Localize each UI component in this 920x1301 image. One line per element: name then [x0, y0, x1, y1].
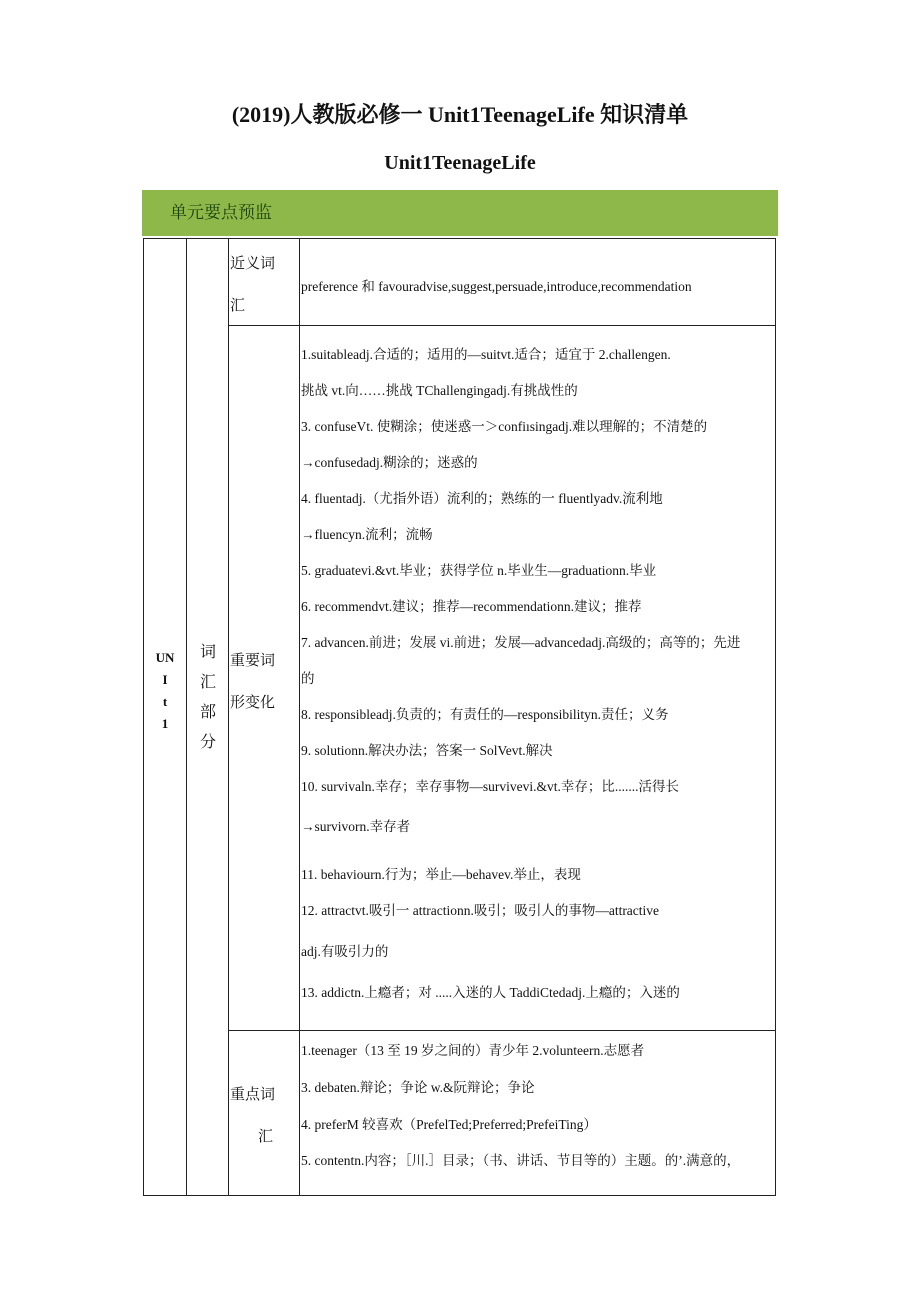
list-item: 10. survivaln.幸存；幸存事物—survivevi.&vt.幸存；比.......活得长	[301, 779, 679, 794]
list-item: 4. preferM 较喜欢（PrefelTed;Preferred;PrefeiTing）	[301, 1117, 597, 1132]
row-divider	[228, 1030, 775, 1031]
section-part-label: 词 汇 部 分	[199, 642, 216, 751]
synonyms-content: preference 和 favouradvise,suggest,persuade,introduce,recommendation	[301, 279, 692, 294]
unit-label: UN I t 1	[155, 650, 175, 731]
list-item: 11. behaviourn.行为；举止—behavev.举止，表现	[301, 867, 581, 882]
section-banner: 单元要点预监	[142, 190, 778, 236]
list-item: 8. responsibleadj.负责的；有责任的—responsibilityn.责任；义务	[301, 707, 669, 722]
list-item: 13. addictn.上瘾者；对 .....入迷的人 TaddiCtedadj.上瘾的；入迷的	[301, 985, 680, 1000]
vocabulary-table	[143, 238, 776, 1196]
list-item: 1.suitableadj.合适的；适用的—suitvt.适合；适宜于 2.challengen.	[301, 347, 671, 362]
category-key-vocabulary: 重点词 汇	[230, 1085, 276, 1145]
list-item: →confusedadj.糊涂的；迷惑的	[301, 455, 478, 470]
list-item: 9. solutionn.解决办法；答案一 SolVevt.解决	[301, 743, 553, 758]
row-divider	[228, 325, 775, 326]
list-item: 3. confuseVt. 使糊涂；使迷惑一＞confiısingadj.难以理解的；不清楚的	[301, 419, 708, 434]
list-item: →survivorn.幸存者	[301, 819, 411, 834]
list-item: 5. graduatevi.&vt.毕业；获得学位 n.毕业生—graduationn.毕业	[301, 563, 657, 578]
word-forms-content	[301, 337, 773, 1011]
list-item: 5. contentn.内容；［川.］目录；（书、讲话、节目等的）主题。的’.满意的，	[301, 1153, 741, 1168]
key-vocabulary-content	[301, 1032, 773, 1171]
category-word-forms: 重要词 形变化	[230, 651, 276, 711]
column-divider	[299, 239, 300, 1195]
list-item: 7. advancen.前进；发展 vi.前进；发展—advancedadj.高级的；高等的；先进	[301, 635, 741, 650]
list-item: →fluencyn.流利；流畅	[301, 527, 433, 542]
document-subtitle: Unit1TeenageLife	[384, 152, 536, 174]
list-item: 1.teenager（13 至 19 岁之间的）青少年 2.volunteern.志愿者	[301, 1043, 645, 1058]
column-divider	[186, 239, 187, 1195]
list-item: 的	[301, 671, 315, 686]
list-item: adj.有吸引力的	[301, 944, 389, 959]
list-item: 4. fluentadj.（尤指外语）流利的；熟练的一 fluentlyadv.流利地	[301, 491, 663, 506]
list-item: 挑战 vt.向……挑战 TChallengingadj.有挑战性的	[301, 383, 578, 398]
list-item: 12. attractvt.吸引一 attractionn.吸引；吸引人的事物—attractive	[301, 903, 660, 918]
list-item: 6. recommendvt.建议；推荐—recommendationn.建议；推荐	[301, 599, 642, 614]
document-title: (2019)人教版必修一 Unit1TeenageLife 知识清单	[231, 102, 689, 127]
column-divider	[228, 239, 229, 1195]
category-synonyms: 近义词 汇	[230, 254, 276, 314]
list-item: 3. debaten.辩论；争论 w.&阮辩论；争论	[301, 1080, 535, 1095]
